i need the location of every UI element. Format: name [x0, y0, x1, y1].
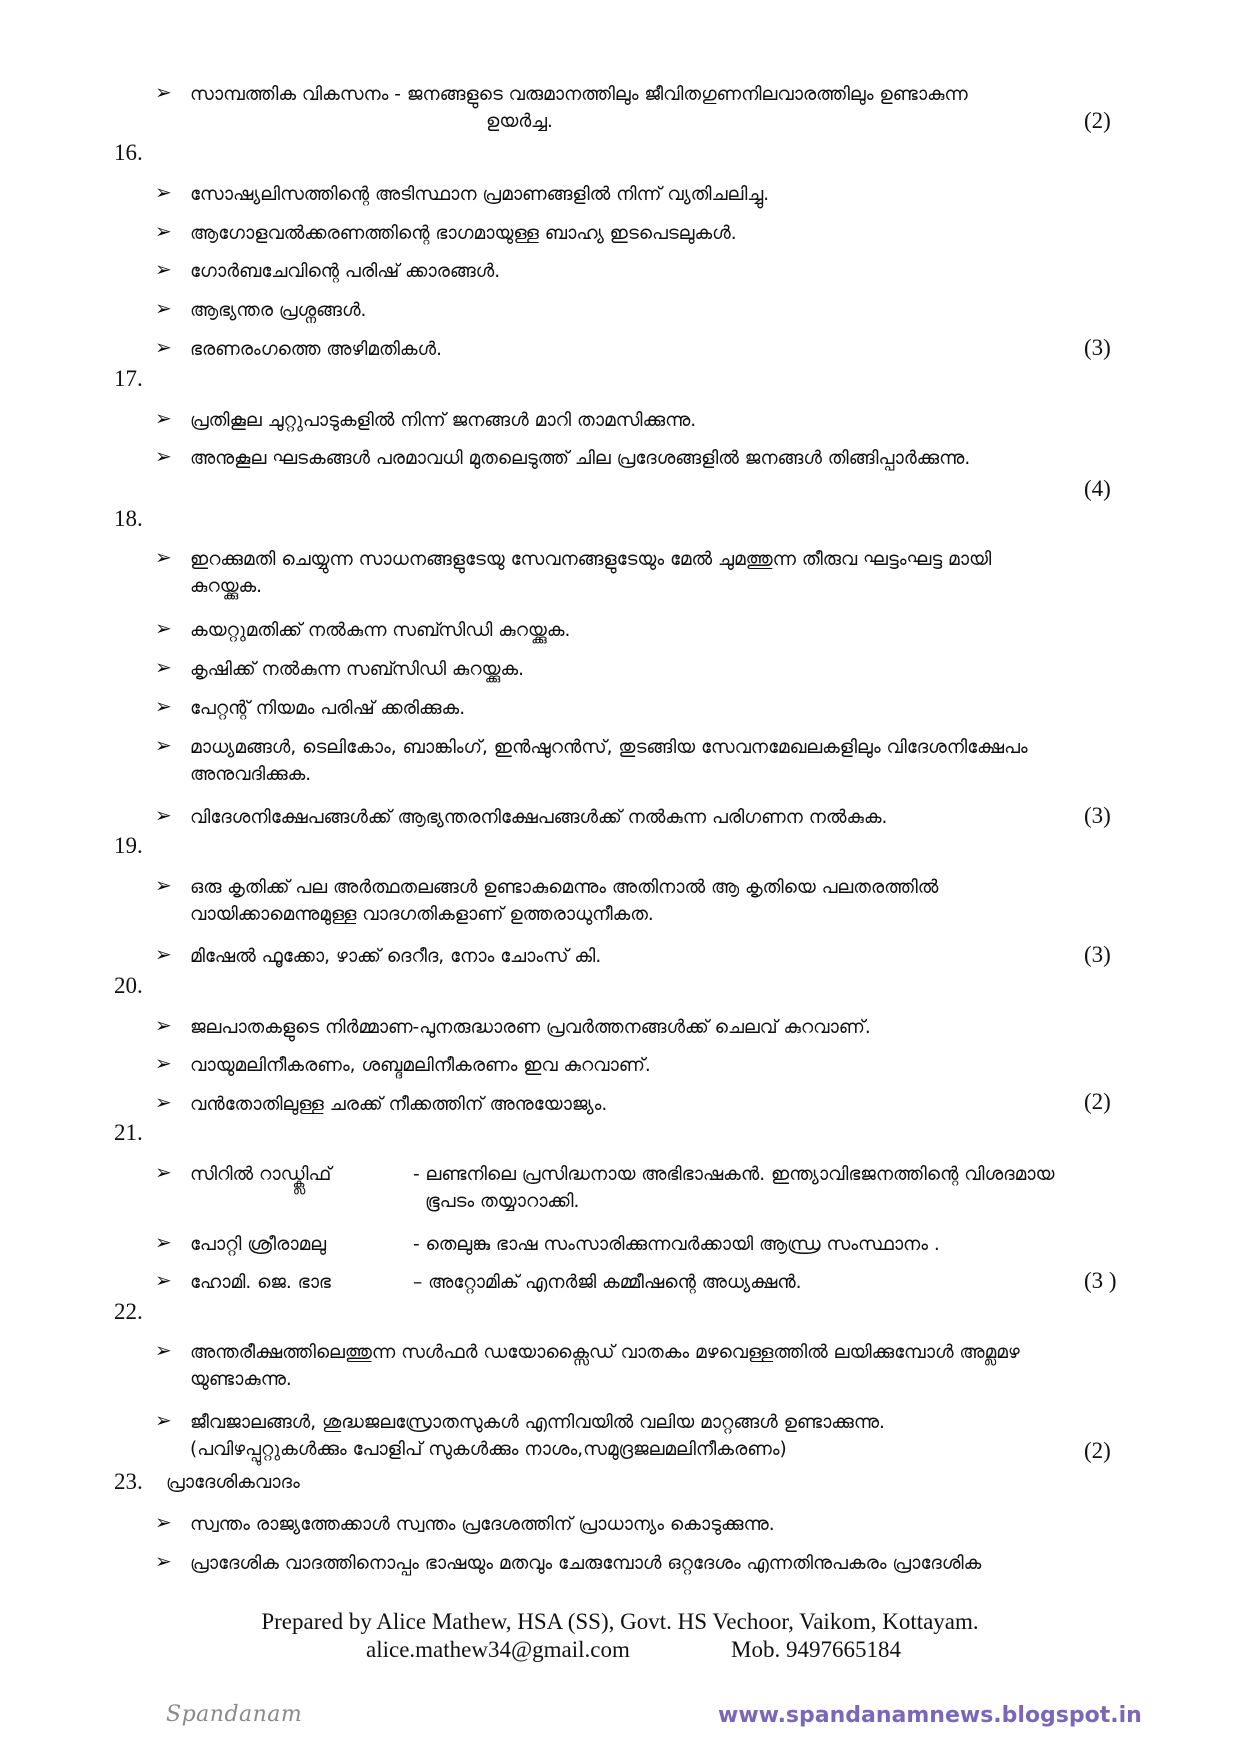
marks-label: (3 ) — [1084, 1268, 1117, 1293]
website-link[interactable]: www.spandanamnews.blogspot.in — [718, 1703, 1142, 1728]
arrow-bullet-icon: ➢ — [155, 733, 172, 757]
arrow-bullet-icon: ➢ — [155, 803, 172, 827]
arrow-bullet-icon: ➢ — [155, 942, 172, 966]
arrow-bullet-icon: ➢ — [155, 1549, 172, 1573]
marks-label: (2) — [1084, 1089, 1111, 1114]
arrow-bullet-icon: ➢ — [155, 296, 172, 320]
arrow-bullet-icon: ➢ — [155, 444, 172, 468]
arrow-bullet-icon: ➢ — [155, 335, 172, 359]
marks-label: (2) — [1084, 1438, 1111, 1463]
marks-label: (3) — [1084, 803, 1111, 828]
arrow-bullet-icon: ➢ — [155, 1051, 172, 1075]
arrow-bullet-icon: ➢ — [155, 1013, 172, 1037]
arrow-bullet-icon: ➢ — [155, 1408, 172, 1432]
arrow-bullet-icon: ➢ — [155, 257, 172, 281]
arrow-bullet-icon: ➢ — [155, 1160, 172, 1184]
answer-key-page: ➢ സാമ്പത്തിക വികസനം - ജനങ്ങളുടെ വരുമാനത്തിലും ജീവിതഗുണനിലവാരത്തിലും ഉണ്ടാകുന്ന ഉയർച്ച. (2) 16. ➢ സോഷ്യലിസത്തിന്റെ അടിസ്ഥാന പ്രമാണങ്ങളിൽ നിന്ന് വ്യതിചലിച്ചു. ➢ ആഗോളവൽക്കരണത്തിന്റെ ഭാഗമായുള്ള ബാഹ്യ ഇടപെടലുകൾ. ➢ ഗോർബചേവിന്റെ പരിഷ് ക്കാരങ്ങൾ. ➢ ആഭ്യന്തര പ്രശ്നങ്ങൾ. ➢ ഭരണരംഗത്തെ അഴിമതികൾ. (3) 17. ➢ പ്രതികൂല ചുറ്റുപാടുകളിൽ നിന്ന് ജനങ്ങൾ മാറി താമസിക്കുന്നു. ➢ അനുകൂല ഘടകങ്ങൾ പരമാവധി മുതലെടുത്ത് ചില പ്രദേശങ്ങളിൽ ജനങ്ങൾ തിങ്ങിപ്പാർക്കുന്നു. (4) 18. ➢ ഇറക്കുമതി ചെയ്യുന്ന സാധനങ്ങളുടേയു സേവനങ്ങളുടേയും മേൽ ചുമത്തുന്ന തീരുവ ഘട്ടംഘട്ട മായി കുറയ്ക്കുക. ➢ കയറ്റുമതിക്ക് നൽകുന്ന സബ്സിഡി കുറയ്ക്കുക. ➢ കൃഷിക്ക് നൽകുന്ന സബ്സിഡി കുറയ്ക്കുക. ➢ പേറ്റന്റ് നിയമം പരിഷ് ക്കരിക്കുക. ➢ മാധ്യമങ്ങൾ, ടെലികോം, ബാങ്കിംഗ്, ഇൻഷുറൻസ്, തുടങ്ങിയ സേവനമേഖലകളിലും വിദേശനിക്ഷേപം അനുവദിക്കുക. ➢ വിദേശനിക്ഷേപങ്ങൾക്ക് ആഭ്യന്തരനിക്ഷേപങ്ങൾക്ക് നൽകുന്ന പരിഗണന നൽകുക. (3) 19. ➢ ഒരു കൃതിക്ക് പല അർത്ഥതലങ്ങൾ ഉണ്ടാകുമെന്നും അതിനാൽ ആ കൃതിയെ പലതരത്തിൽ വായിക്കാമെന്നുമുള്ള വാദഗതികളാണ് ഉത്തരാധുനീകത. ➢ മിഷേൽ ഫൂക്കോ, ഴാക്ക് ദെറീദ, നോം ചോംസ് കി. (3) 20. ➢ ജലപാതകളുടെ നിർമ്മാണ-പുനരുദ്ധാരണ പ്രവർത്തനങ്ങൾക്ക് ചെലവ് കുറവാണ്. ➢ വായുമലിനീകരണം, ശബ്ദമലിനീകരണം ഇവ കുറവാണ്. ➢ വൻതോതിലുള്ള ചരക്ക് നീക്കത്തിന് അനുയോജ്യം. (2) 21. ➢ സിറിൽ റാഡ്ക്ലിഫ് - ലണ്ടനിലെ പ്രസിദ്ധനായ അഭിഭാഷകൻ. ഇന്ത്യാവിഭജനത്തിന്റെ വിശദമായ ഭൂപടം തയ്യാറാക്കി. ➢ പോറ്റി ശ്രീരാമലു - തെലുങ്കു ഭാഷ സംസാരിക്കുന്നവർക്കായി ആന്ധ്ര സംസ്ഥാനം . ➢ ഹോമി. ജെ. ഭാഭ – അറ്റോമിക് എനർജി കമ്മീഷന്റെ അധ്യക്ഷൻ. (3 ) 22. ➢ അന്തരീക്ഷത്തിലെത്തുന്ന സൾഫർ ഡയോക്സൈഡ് വാതകം മഴവെള്ളത്തിൽ ലയിക്കുമ്പോൾ അമ്ലമഴ യുണ്ടാകുന്നു. ➢ ജീവജാലങ്ങൾ, ശുദ്ധജലസ്രോതസുകൾ എന്നിവയിൽ വലിയ മാറ്റങ്ങൾ ഉണ്ടാക്കുന്നു. (പവിഴപ്പുറ്റുകൾക്കും പോളിപ് സുകൾക്കും നാശം,സമുദ്രജലമലിനീകരണം) (2) 23. പ്രാദേശികവാദം ➢ സ്വന്തം രാജ്യത്തേക്കാൾ സ്വന്തം പ്രദേശത്തിന് പ്രാധാന്യം കൊടുക്കുന്നു. ➢ പ്രാദേശിക വാദത്തിനൊപ്പം ഭാഷയും മതവും ചേരുമ്പോൾ ഒറ്റദേശം എന്നതിനുപകരം പ്രാദേശിക Prepared by Alice Mathew, HSA (SS), Govt. HS Vechoor, Vaikom, Kottayam. alice.mathew34@gmail.com Mob. 9497665184 Spandanam www.spandanamnews.blogspot.in — [0, 0, 1240, 1755]
question-number: 21. — [114, 1120, 143, 1145]
arrow-bullet-icon: ➢ — [155, 180, 172, 204]
footer-credit: Prepared by Alice Mathew, HSA (SS), Govt. HS Vechoor, Vaikom, Kottayam. — [261, 1609, 979, 1634]
question-number: 20. — [114, 973, 143, 998]
arrow-bullet-icon: ➢ — [155, 545, 172, 569]
arrow-bullet-icon: ➢ — [155, 219, 172, 243]
arrow-bullet-icon: ➢ — [155, 1090, 172, 1114]
question-number: 19. — [114, 833, 143, 858]
question-number: 17. — [114, 366, 143, 391]
arrow-bullet-icon: ➢ — [155, 655, 172, 679]
question-title: പ്രാദേശികവാദം — [166, 1472, 300, 1493]
spandanam-logo: Spandanam — [166, 1702, 303, 1727]
arrow-bullet-icon: ➢ — [155, 1338, 172, 1362]
arrow-bullet-icon: ➢ — [155, 694, 172, 718]
arrow-bullet-icon: ➢ — [155, 1268, 172, 1292]
footer-mobile: Mob. 9497665184 — [731, 1637, 901, 1662]
arrow-bullet-icon: ➢ — [155, 873, 172, 897]
arrow-bullet-icon: ➢ — [155, 1230, 172, 1254]
question-number: 23. — [114, 1469, 143, 1494]
marks-label: (3) — [1084, 335, 1111, 360]
question-number: 16. — [114, 140, 143, 165]
marks-label: (4) — [1084, 476, 1111, 501]
question-number: 22. — [114, 1299, 143, 1324]
arrow-bullet-icon: ➢ — [155, 1510, 172, 1534]
question-number: 18. — [114, 506, 143, 531]
marks-label: (3) — [1084, 942, 1111, 967]
arrow-bullet-icon: ➢ — [155, 616, 172, 640]
marks-label: (2) — [1084, 108, 1111, 133]
footer-email: alice.mathew34@gmail.com — [366, 1637, 630, 1662]
arrow-bullet-icon: ➢ — [155, 406, 172, 430]
arrow-bullet-icon: ➢ — [155, 80, 172, 104]
